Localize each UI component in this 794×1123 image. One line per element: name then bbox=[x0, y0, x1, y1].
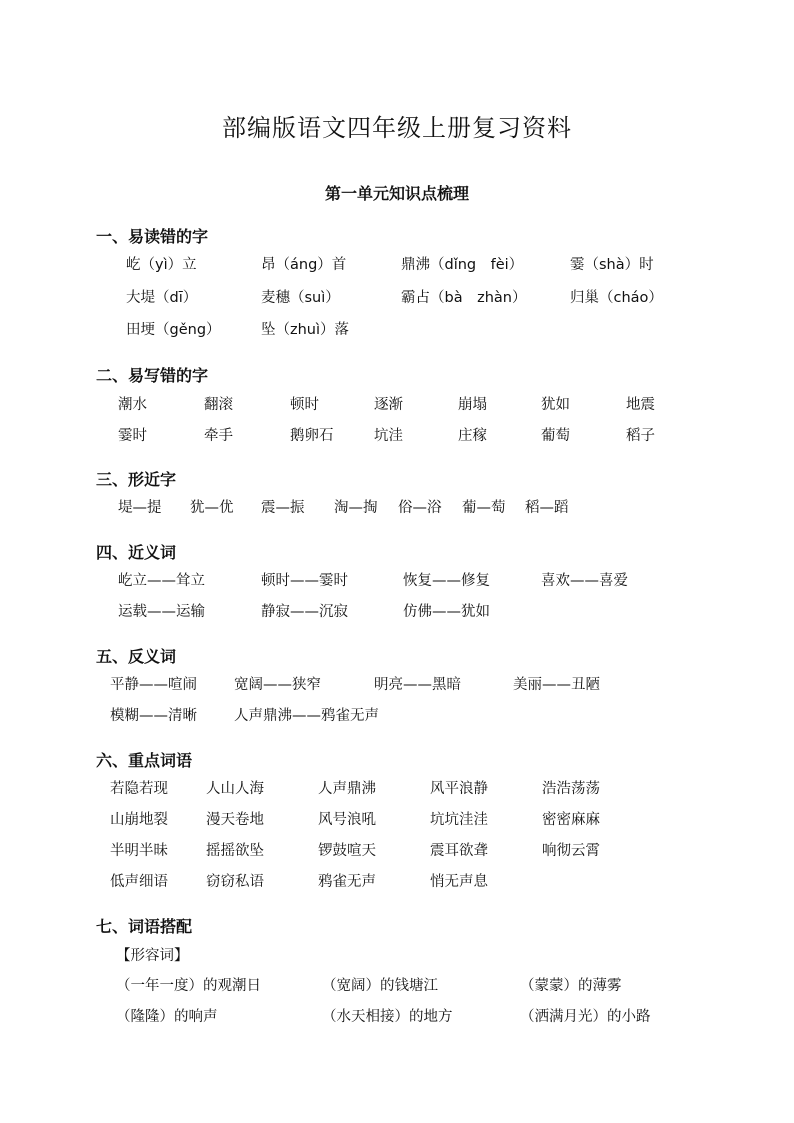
key-phrase: 悄无声息 bbox=[430, 874, 488, 890]
similar-char-pair: 淘—掏 bbox=[334, 500, 378, 516]
word-item: 逐渐 bbox=[374, 397, 403, 413]
pinyin-item: 大堤（dī） bbox=[126, 290, 198, 306]
pinyin-item: 坠（zhuì）落 bbox=[261, 322, 350, 338]
collocation-item: （水天相接）的地方 bbox=[322, 1009, 453, 1025]
section-heading-2: 二、易写错的字 bbox=[96, 366, 209, 385]
pinyin-item: 鼎沸（dǐng fèi） bbox=[401, 257, 524, 273]
synonym-pair: 顿时——霎时 bbox=[261, 573, 348, 589]
key-phrase: 山崩地裂 bbox=[110, 812, 168, 828]
antonym-pair: 明亮——黑暗 bbox=[374, 677, 461, 693]
key-phrase: 锣鼓喧天 bbox=[318, 843, 376, 859]
similar-char-pair: 葡—萄 bbox=[462, 500, 506, 516]
pinyin-item: 田埂（gěng） bbox=[126, 322, 221, 338]
key-phrase: 风号浪吼 bbox=[318, 812, 376, 828]
key-phrase: 漫天卷地 bbox=[206, 812, 264, 828]
key-phrase: 震耳欲聋 bbox=[430, 843, 488, 859]
pinyin-item: 霸占（bà zhàn） bbox=[401, 290, 527, 306]
antonym-pair: 模糊——清晰 bbox=[110, 708, 197, 724]
key-phrase: 窃窃私语 bbox=[206, 874, 264, 890]
similar-char-pair: 堤—提 bbox=[118, 500, 162, 516]
pinyin-item: 麦穗（suì） bbox=[261, 290, 340, 306]
section-heading-6: 六、重点词语 bbox=[96, 751, 193, 770]
collocation-item: （宽阔）的钱塘江 bbox=[322, 978, 438, 994]
section-heading-3: 三、形近字 bbox=[96, 470, 177, 489]
word-item: 稻子 bbox=[626, 428, 655, 444]
section-heading-1: 一、易读错的字 bbox=[96, 227, 209, 246]
similar-char-pair: 犹—优 bbox=[190, 500, 234, 516]
word-item: 潮水 bbox=[118, 397, 147, 413]
synonym-pair: 静寂——沉寂 bbox=[261, 604, 348, 620]
pinyin-item: 归巢（cháo） bbox=[570, 290, 663, 306]
antonym-pair: 宽阔——狭窄 bbox=[234, 677, 321, 693]
collocation-item: （蒙蒙）的薄雾 bbox=[520, 978, 622, 994]
section-heading-5: 五、反义词 bbox=[96, 647, 177, 666]
word-item: 犹如 bbox=[541, 397, 570, 413]
key-phrase: 半明半昧 bbox=[110, 843, 168, 859]
subheading-adjectives: 【形容词】 bbox=[116, 948, 189, 964]
antonym-pair: 人声鼎沸——鸦雀无声 bbox=[234, 708, 379, 724]
key-phrase: 人山人海 bbox=[206, 781, 264, 797]
word-item: 庄稼 bbox=[458, 428, 487, 444]
antonym-pair: 平静——喧闹 bbox=[110, 677, 197, 693]
section-heading-7: 七、词语搭配 bbox=[96, 917, 193, 936]
collocation-item: （洒满月光）的小路 bbox=[520, 1009, 651, 1025]
word-item: 霎时 bbox=[118, 428, 147, 444]
synonym-pair: 恢复——修复 bbox=[403, 573, 490, 589]
key-phrase: 若隐若现 bbox=[110, 781, 168, 797]
pinyin-item: 昂（áng）首 bbox=[261, 257, 347, 273]
pinyin-item: 霎（shà）时 bbox=[570, 257, 654, 273]
word-item: 顿时 bbox=[290, 397, 319, 413]
key-phrase: 坑坑洼洼 bbox=[430, 812, 488, 828]
similar-char-pair: 震—振 bbox=[261, 500, 305, 516]
word-item: 崩塌 bbox=[458, 397, 487, 413]
key-phrase: 响彻云霄 bbox=[542, 843, 600, 859]
key-phrase: 密密麻麻 bbox=[542, 812, 600, 828]
similar-char-pair: 俗—浴 bbox=[398, 500, 442, 516]
key-phrase: 摇摇欲坠 bbox=[206, 843, 264, 859]
section-heading-4: 四、近义词 bbox=[96, 543, 177, 562]
unit-subtitle: 第一单元知识点梳理 bbox=[324, 184, 469, 203]
word-item: 坑洼 bbox=[374, 428, 403, 444]
antonym-pair: 美丽——丑陋 bbox=[513, 677, 600, 693]
key-phrase: 人声鼎沸 bbox=[318, 781, 376, 797]
similar-char-pair: 稻—蹈 bbox=[525, 500, 569, 516]
key-phrase: 鸦雀无声 bbox=[318, 874, 376, 890]
synonym-pair: 仿佛——犹如 bbox=[403, 604, 490, 620]
word-item: 牵手 bbox=[204, 428, 233, 444]
page-title: 部编版语文四年级上册复习资料 bbox=[222, 114, 572, 142]
word-item: 鹅卵石 bbox=[290, 428, 334, 444]
synonym-pair: 屹立——耸立 bbox=[118, 573, 205, 589]
synonym-pair: 喜欢——喜爱 bbox=[541, 573, 628, 589]
key-phrase: 浩浩荡荡 bbox=[542, 781, 600, 797]
collocation-item: （隆隆）的响声 bbox=[116, 1009, 218, 1025]
word-item: 翻滚 bbox=[204, 397, 233, 413]
key-phrase: 低声细语 bbox=[110, 874, 168, 890]
pinyin-item: 屹（yì）立 bbox=[126, 257, 197, 273]
word-item: 葡萄 bbox=[541, 428, 570, 444]
synonym-pair: 运载——运输 bbox=[118, 604, 205, 620]
key-phrase: 风平浪静 bbox=[430, 781, 488, 797]
collocation-item: （一年一度）的观潮日 bbox=[116, 978, 261, 994]
word-item: 地震 bbox=[626, 397, 655, 413]
